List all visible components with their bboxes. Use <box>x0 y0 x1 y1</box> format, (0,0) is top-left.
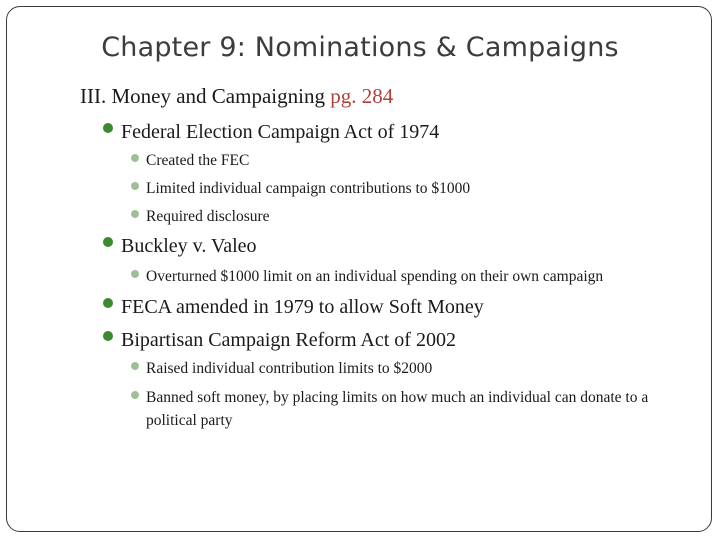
bullet-dot-icon <box>131 210 139 218</box>
bullet-text: Raised individual contribution limits to $2000 <box>146 360 433 377</box>
bullet-text: Bipartisan Campaign Reform Act of 2002 <box>121 329 456 351</box>
bullet-item <box>103 292 484 322</box>
bullet-dot-icon <box>103 331 113 341</box>
bullet-dot-icon <box>103 123 113 133</box>
bullet-text: Required disclosure <box>146 208 270 225</box>
bullet-dot-icon <box>131 154 139 162</box>
bullet-text: Limited individual campaign contributions to $1000 <box>146 180 471 197</box>
bullet-dot-icon <box>103 237 113 247</box>
bullet-text: FECA amended in 1979 to allow Soft Money <box>121 296 484 318</box>
bullet-text: Overturned $1000 limit on an individual spending on their own campaign <box>146 268 604 285</box>
bullet-dot-icon <box>131 362 139 370</box>
bullet-item <box>103 117 439 147</box>
section-heading-text: III. Money and Campaigning <box>80 84 325 108</box>
bullet-item <box>103 231 257 261</box>
sub-bullet-item <box>131 149 691 172</box>
bullet-text: Created the FEC <box>146 152 250 169</box>
bullet-text: Federal Election Campaign Act of 1974 <box>121 121 440 143</box>
bullet-dot-icon <box>131 182 139 190</box>
bullet-item <box>103 325 456 355</box>
bullet-dot-icon <box>131 270 139 278</box>
bullet-dot-icon <box>103 298 113 308</box>
sub-bullet-item <box>131 386 651 433</box>
sub-bullet-item <box>131 357 691 380</box>
bullet-dot-icon <box>131 391 139 399</box>
slide-title: Chapter 9: Nominations & Campaigns <box>101 32 619 63</box>
sub-bullet-item <box>131 265 691 288</box>
bullet-text: Buckley v. Valeo <box>121 235 257 257</box>
sub-bullet-item <box>131 177 691 200</box>
page-reference: pg. 284 <box>330 84 394 108</box>
bullet-text: Banned soft money, by placing limits on how much an individual can donate to a political party <box>146 389 649 430</box>
sub-bullet-item <box>131 205 691 228</box>
